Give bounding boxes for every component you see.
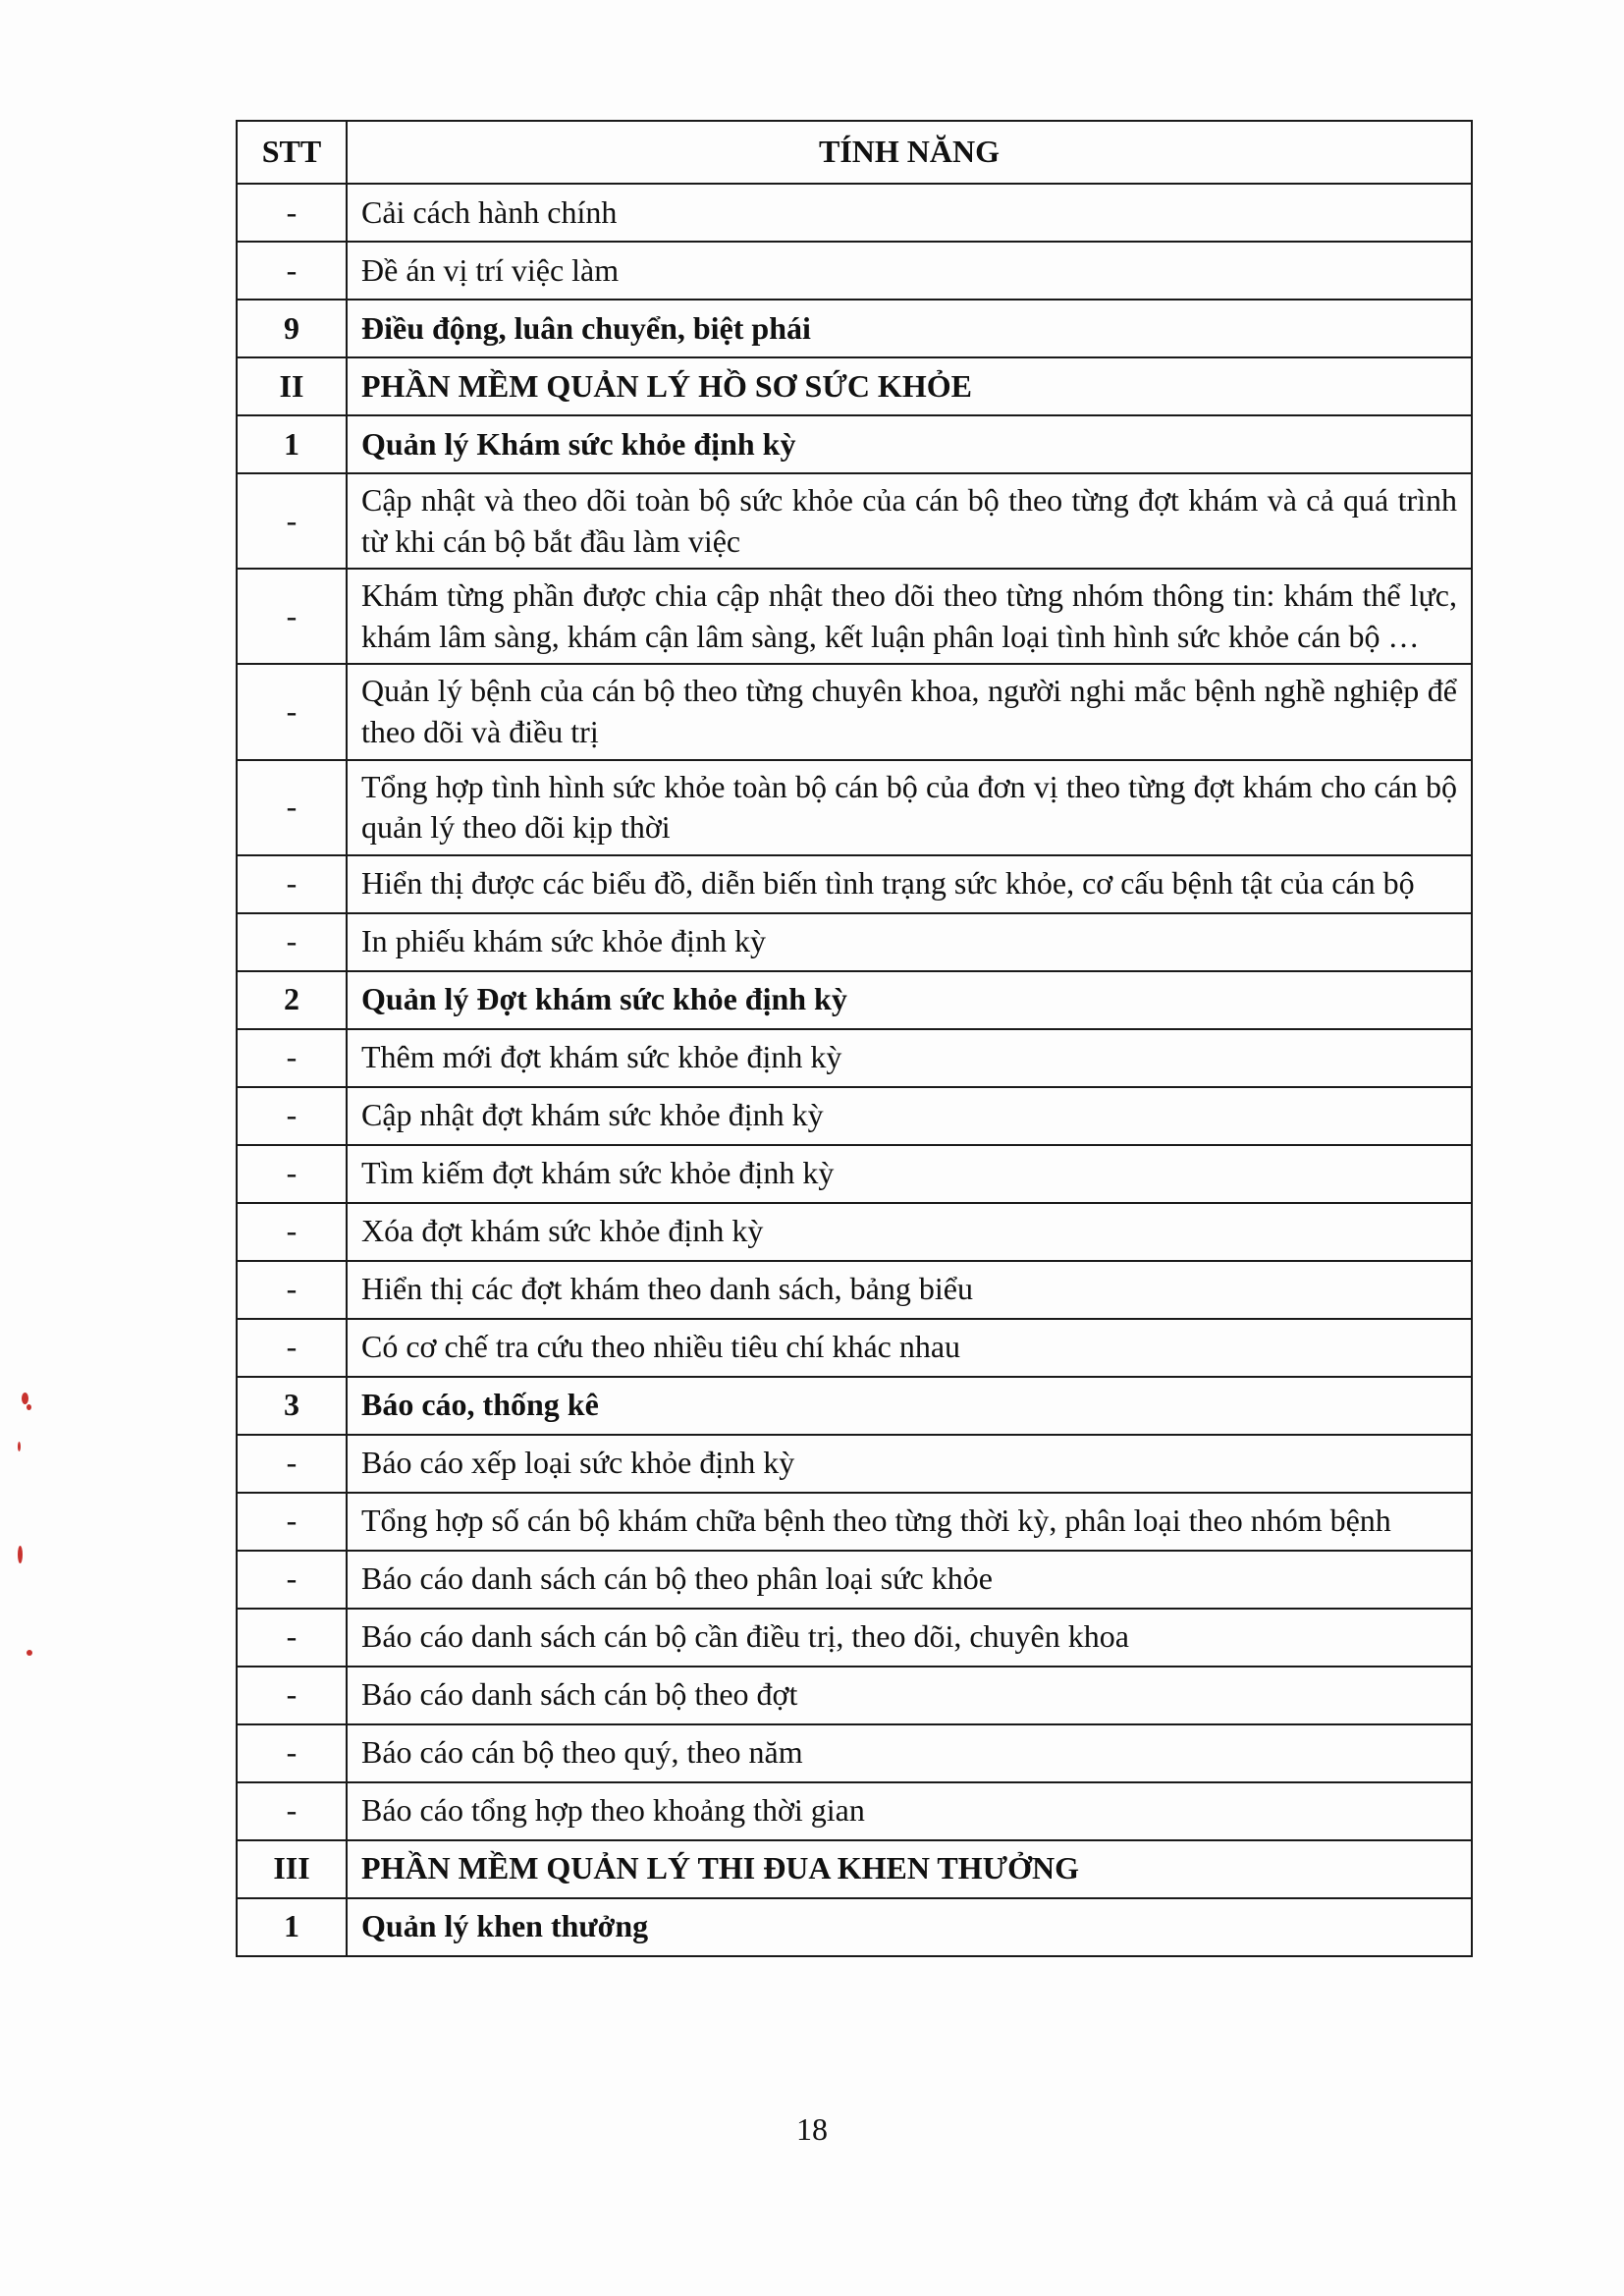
row-stt: 2: [237, 971, 347, 1029]
row-feature: Quản lý Đợt khám sức khỏe định kỳ: [347, 971, 1472, 1029]
row-stt: -: [237, 569, 347, 664]
table-row: [237, 415, 1472, 473]
row-feature: Tìm kiếm đợt khám sức khỏe định kỳ: [347, 1145, 1472, 1203]
table-row: [237, 473, 1472, 569]
row-stt: -: [237, 1261, 347, 1319]
row-feature: Quản lý Khám sức khỏe định kỳ: [347, 415, 1472, 473]
table-row: [237, 1840, 1472, 1898]
row-feature: Báo cáo danh sách cán bộ cần điều trị, theo dõi, chuyên khoa: [347, 1609, 1472, 1667]
row-stt: -: [237, 184, 347, 242]
row-stt: -: [237, 1782, 347, 1840]
row-feature: Quản lý khen thưởng: [347, 1898, 1472, 1956]
row-stt: 3: [237, 1377, 347, 1435]
table-row: [237, 242, 1472, 300]
row-feature: In phiếu khám sức khỏe định kỳ: [347, 913, 1472, 971]
scan-mark: [27, 1650, 32, 1656]
table-row: [237, 913, 1472, 971]
row-feature: Báo cáo tổng hợp theo khoảng thời gian: [347, 1782, 1472, 1840]
row-feature: Tổng hợp tình hình sức khỏe toàn bộ cán bộ của đơn vị theo từng đợt khám cho cán bộ quản lý theo dõi kịp thời: [347, 760, 1472, 855]
table-row: [237, 1377, 1472, 1435]
row-stt: 1: [237, 415, 347, 473]
scan-mark: [18, 1546, 23, 1563]
row-feature: Báo cáo cán bộ theo quý, theo năm: [347, 1724, 1472, 1782]
row-feature: Xóa đợt khám sức khỏe định kỳ: [347, 1203, 1472, 1261]
scan-mark: [22, 1393, 28, 1404]
row-stt: -: [237, 473, 347, 569]
row-feature: Thêm mới đợt khám sức khỏe định kỳ: [347, 1029, 1472, 1087]
row-stt: -: [237, 1667, 347, 1724]
table-row: [237, 1551, 1472, 1609]
row-feature: Hiển thị các đợt khám theo danh sách, bảng biểu: [347, 1261, 1472, 1319]
row-feature: Tổng hợp số cán bộ khám chữa bệnh theo từng thời kỳ, phân loại theo nhóm bệnh: [347, 1493, 1472, 1551]
table-row: [237, 1782, 1472, 1840]
table-row: [237, 300, 1472, 357]
table-row: [237, 760, 1472, 855]
row-feature: Báo cáo danh sách cán bộ theo đợt: [347, 1667, 1472, 1724]
row-feature: Cải cách hành chính: [347, 184, 1472, 242]
row-stt: -: [237, 760, 347, 855]
table-row: [237, 1203, 1472, 1261]
table-row: [237, 357, 1472, 415]
row-stt: -: [237, 1145, 347, 1203]
row-stt: -: [237, 1319, 347, 1377]
row-stt: -: [237, 1724, 347, 1782]
row-stt: -: [237, 1609, 347, 1667]
table-body: [237, 184, 1472, 1956]
row-feature: Hiển thị được các biểu đồ, diễn biến tình trạng sức khỏe, cơ cấu bệnh tật của cán bộ: [347, 855, 1472, 913]
row-feature: Cập nhật đợt khám sức khỏe định kỳ: [347, 1087, 1472, 1145]
table-row: [237, 1724, 1472, 1782]
table-row: [237, 1898, 1472, 1956]
table-row: [237, 1493, 1472, 1551]
row-stt: -: [237, 1551, 347, 1609]
table-header-row: [237, 121, 1472, 184]
row-stt: -: [237, 1435, 347, 1493]
row-feature: Khám từng phần được chia cập nhật theo dõi theo từng nhóm thông tin: khám thể lực, khám lâm sàng, khám cận lâm sàng, kết luận phân loại tình hình sức khỏe cán bộ …: [347, 569, 1472, 664]
header-stt: STT: [237, 121, 347, 184]
row-feature: Điều động, luân chuyển, biệt phái: [347, 300, 1472, 357]
row-stt: 9: [237, 300, 347, 357]
row-feature: Cập nhật và theo dõi toàn bộ sức khỏe của cán bộ theo từng đợt khám và cả quá trình từ khi cán bộ bắt đầu làm việc: [347, 473, 1472, 569]
row-stt: 1: [237, 1898, 347, 1956]
row-stt: -: [237, 1087, 347, 1145]
table-row: [237, 569, 1472, 664]
table-row: [237, 1145, 1472, 1203]
row-feature: Quản lý bệnh của cán bộ theo từng chuyên khoa, người nghi mắc bệnh nghề nghiệp để theo dõi và điều trị: [347, 664, 1472, 759]
table-row: [237, 1667, 1472, 1724]
row-stt: III: [237, 1840, 347, 1898]
row-stt: -: [237, 1493, 347, 1551]
table-row: [237, 184, 1472, 242]
row-feature: Đề án vị trí việc làm: [347, 242, 1472, 300]
table-row: [237, 1319, 1472, 1377]
row-feature: Báo cáo danh sách cán bộ theo phân loại sức khỏe: [347, 1551, 1472, 1609]
row-stt: -: [237, 1203, 347, 1261]
table-row: [237, 1435, 1472, 1493]
table-row: [237, 971, 1472, 1029]
row-stt: -: [237, 664, 347, 759]
row-feature: PHẦN MỀM QUẢN LÝ THI ĐUA KHEN THƯỞNG: [347, 1840, 1472, 1898]
row-feature: Báo cáo xếp loại sức khỏe định kỳ: [347, 1435, 1472, 1493]
row-feature: PHẦN MỀM QUẢN LÝ HỒ SƠ SỨC KHỎE: [347, 357, 1472, 415]
scan-mark: [27, 1404, 31, 1410]
table-row: [237, 1087, 1472, 1145]
table-row: [237, 1029, 1472, 1087]
row-stt: -: [237, 1029, 347, 1087]
row-feature: Báo cáo, thống kê: [347, 1377, 1472, 1435]
table-row: [237, 664, 1472, 759]
row-feature: Có cơ chế tra cứu theo nhiều tiêu chí khác nhau: [347, 1319, 1472, 1377]
table-row: [237, 1609, 1472, 1667]
row-stt: -: [237, 855, 347, 913]
feature-table: [236, 120, 1473, 1957]
header-feature: TÍNH NĂNG: [347, 121, 1472, 184]
page-number: 18: [796, 2111, 828, 2147]
table-row: [237, 1261, 1472, 1319]
row-stt: -: [237, 913, 347, 971]
scan-mark: [18, 1442, 21, 1451]
row-stt: -: [237, 242, 347, 300]
table-row: [237, 855, 1472, 913]
row-stt: II: [237, 357, 347, 415]
